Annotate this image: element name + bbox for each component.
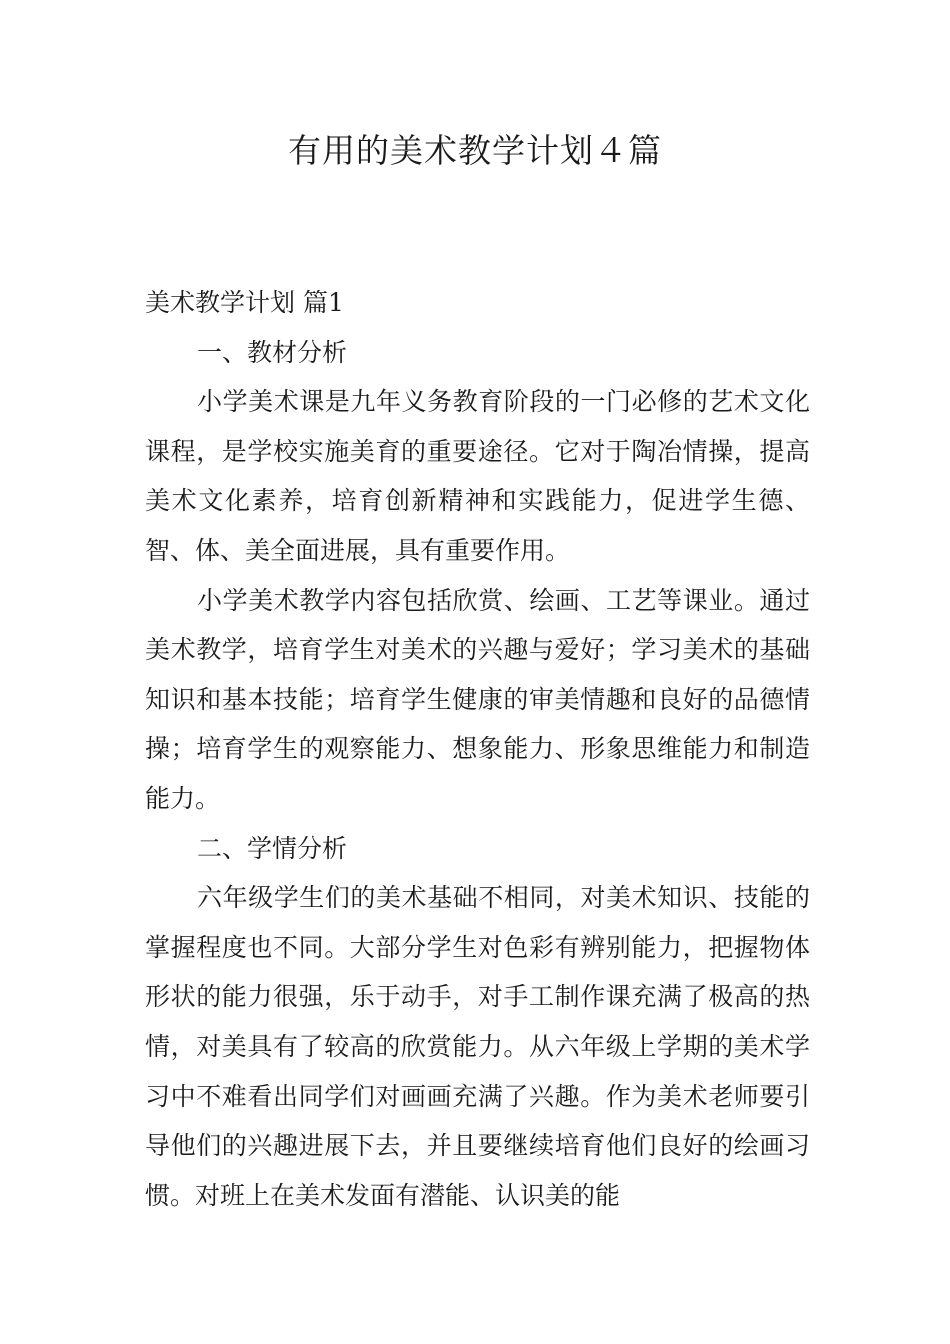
- section-heading-plan-1: 美术教学计划 篇1: [145, 288, 344, 317]
- document-title: 有用的美术教学计划４篇: [288, 131, 662, 170]
- paragraph: 六年级学生们的美术基础不相同，对美术知识、技能的掌握程度也不同。大部分学生对色彩有辨别能力，把握物体形状的能力很强，乐于动手，对手工制作课充满了极高的热情，对美具有了较高的欣赏能力。从六年级上学期的美术学习中不难看出同学们对画画充满了兴趣。作为美术老师要引导他们的兴趣进展下去，并且要继续培育他们良好的绘画习惯。对班上在美术发面有潜能、认识美的能: [145, 883, 810, 1210]
- subheading-student-analysis: 二、学情分析: [197, 833, 348, 863]
- paragraph: 小学美术教学内容包括欣赏、绘画、工艺等课业。通过美术教学，培育学生对美术的兴趣与爱好；学习美术的基础知识和基本技能；培育学生健康的审美情趣和良好的品德情操；培育学生的观察能力、想象能力、形象思维能力和制造能力。: [145, 585, 810, 813]
- document-body: [145, 278, 810, 1220]
- paragraph: 小学美术课是九年义务教育阶段的一门必修的艺术文化课程，是学校实施美育的重要途径。它对于陶冶情操，提高美术文化素养，培育创新精神和实践能力，促进学生德、智、体、美全面进展，具有重要作用。: [145, 387, 810, 565]
- subheading-textbook-analysis: 一、教材分析: [197, 337, 348, 367]
